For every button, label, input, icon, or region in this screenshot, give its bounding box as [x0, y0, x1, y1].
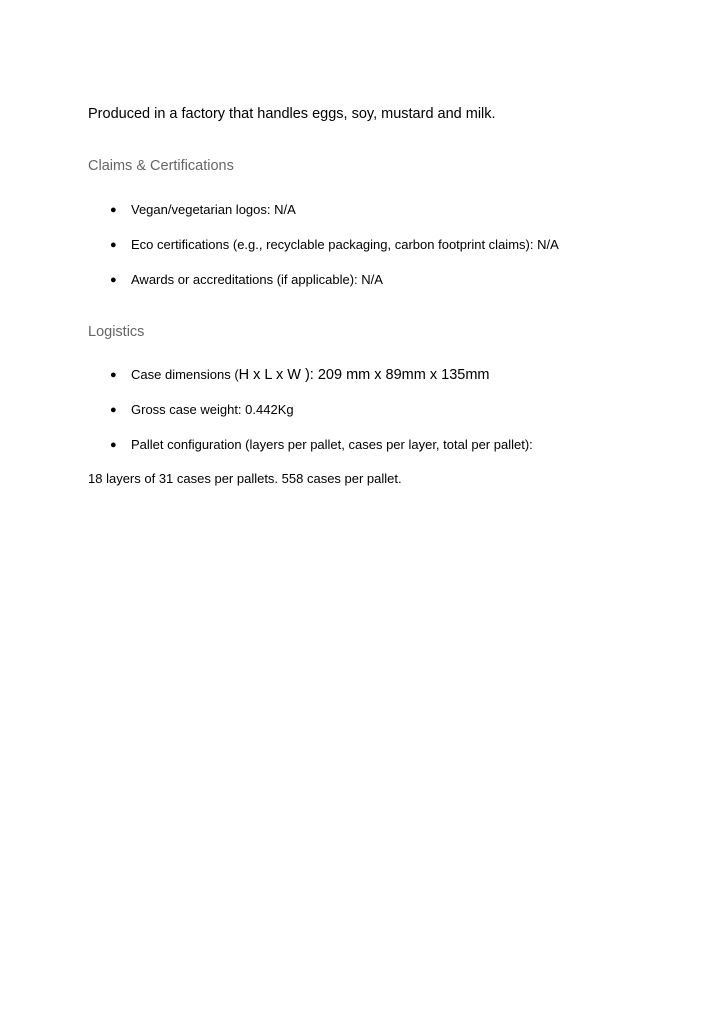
- bullet-icon: ●: [110, 274, 117, 286]
- bullet-icon: ●: [110, 439, 117, 451]
- case-dimensions-value: H x L x W ): 209 mm x 89mm x 135mm: [238, 367, 490, 383]
- bullet-icon: ●: [110, 369, 117, 381]
- claim-vegan: Vegan/vegetarian logos: N/A: [131, 202, 296, 217]
- claim-eco: Eco certifications (e.g., recyclable packaging, carbon footprint claims): N/A: [131, 237, 559, 252]
- claims-heading: Claims & Certifications: [88, 158, 234, 174]
- case-dimensions-label: Case dimensions (: [131, 367, 239, 382]
- logistics-heading: Logistics: [88, 324, 145, 340]
- bullet-icon: ●: [110, 204, 117, 216]
- case-dimensions: [131, 366, 490, 384]
- claim-awards: Awards or accreditations (if applicable): N/A: [131, 272, 383, 287]
- pallet-configuration: Pallet configuration (layers per pallet, cases per layer, total per pallet):: [131, 437, 533, 452]
- allergen-statement: Produced in a factory that handles eggs, soy, mustard and milk.: [88, 106, 496, 122]
- bullet-icon: ●: [110, 239, 117, 251]
- gross-case-weight: Gross case weight: 0.442Kg: [131, 402, 294, 417]
- bullet-icon: ●: [110, 404, 117, 416]
- pallet-detail: 18 layers of 31 cases per pallets. 558 cases per pallet.: [88, 471, 402, 486]
